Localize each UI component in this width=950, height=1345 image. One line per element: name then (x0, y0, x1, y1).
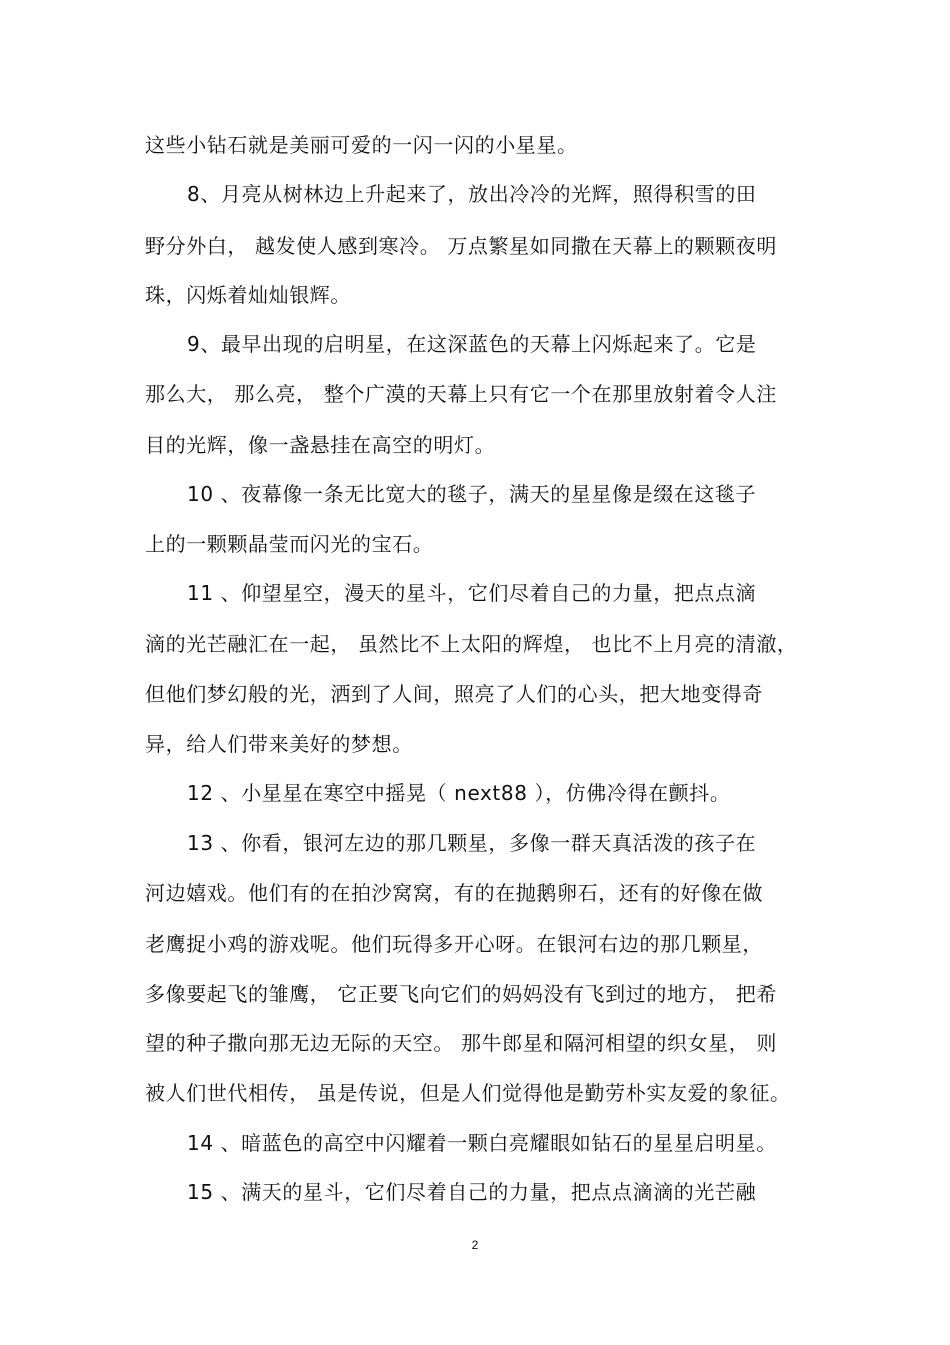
text-line: 但他们梦幻般的光，洒到了人间，照亮了人们的心头，把大地变得奇 (145, 682, 763, 706)
text-line: 珠，闪烁着灿灿银辉。 (145, 283, 351, 307)
text-line: 目的光辉，像一盏悬挂在高空的明灯。 (145, 433, 496, 457)
text-line: 望的种子撒向那无边无际的天空。 那牛郎星和隔河相望的织女星， 则 (145, 1031, 777, 1055)
text-line: 老鹰捉小鸡的游戏呢。他们玩得多开心呀。在银河右边的那几颗星， (145, 932, 763, 956)
text-line: 12 、小星星在寒空中摇晃（ next88 ），仿佛冷得在颤抖。 (187, 781, 731, 805)
text-line: 13 、你看，银河左边的那几颗星，多像一群天真活泼的孩子在 (187, 831, 757, 855)
text-line: 野分外白， 越发使人感到寒冷。 万点繁星如同撒在天幕上的颗颗夜明 (145, 234, 777, 258)
text-line: 滴的光芒融汇在一起， 虽然比不上太阳的辉煌， 也比不上月亮的清澈， (145, 632, 798, 656)
text-line: 那么大， 那么亮， 整个广漠的天幕上只有它一个在那里放射着令人注 (145, 382, 777, 406)
text-line: 15 、满天的星斗，它们尽着自己的力量，把点点滴滴的光芒融 (187, 1180, 757, 1204)
text-line: 河边嬉戏。他们有的在拍沙窝窝，有的在抛鹅卵石，还有的好像在做 (145, 881, 763, 905)
text-line: 被人们世代相传， 虽是传说，但是人们觉得他是勤劳朴实友爱的象征。 (145, 1081, 791, 1105)
text-line: 9、最早出现的启明星，在这深蓝色的天幕上闪烁起来了。它是 (187, 332, 757, 356)
text-line: 8、月亮从树林边上升起来了，放出冷冷的光辉，照得积雪的田 (187, 182, 757, 206)
text-line: 多像要起飞的雏鹰， 它正要飞向它们的妈妈没有飞到过的地方， 把希 (145, 982, 777, 1006)
text-line: 10 、夜幕像一条无比宽大的毯子，满天的星星像是缀在这毯子 (187, 482, 757, 506)
text-line: 上的一颗颗晶莹而闪光的宝石。 (145, 532, 434, 556)
text-line: 异，给人们带来美好的梦想。 (145, 732, 413, 756)
page-number: 2 (471, 1238, 479, 1252)
text-line: 14 、暗蓝色的高空中闪耀着一颗白亮耀眼如钻石的星星启明星。 (187, 1131, 777, 1155)
text-line: 11 、仰望星空，漫天的星斗，它们尽着自己的力量，把点点滴 (187, 581, 757, 605)
text-line: 这些小钻石就是美丽可爱的一闪一闪的小星星。 (145, 133, 578, 157)
